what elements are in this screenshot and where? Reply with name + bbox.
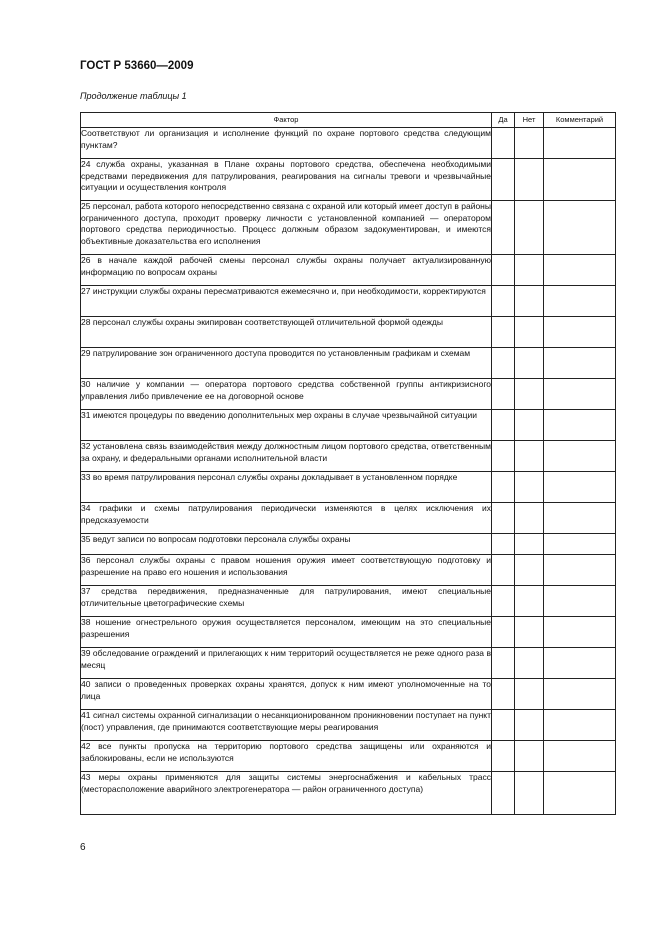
column-header-comment: Комментарий (544, 113, 616, 128)
no-cell[interactable] (515, 710, 544, 741)
factor-cell: 43 меры охраны применяются для защиты системы энергоснабжения и кабельных трасс (месторасположение аварийного электрогенератора — район ограниченного доступа) (81, 772, 492, 815)
comment-cell[interactable] (544, 710, 616, 741)
yes-cell[interactable] (492, 741, 515, 772)
factor-cell: 41 сигнал системы охранной сигнализации о несанкционированном проникновении поступает на пункт (пост) управления, где принимаются соответствующие меры реагирования (81, 710, 492, 741)
table-row (81, 648, 616, 679)
factor-cell: 40 записи о проведенных проверках охраны хранятся, допуск к ним имеют уполномоченные на то лица (81, 679, 492, 710)
comment-cell[interactable] (544, 410, 616, 441)
comment-cell[interactable] (544, 201, 616, 255)
table-row (81, 503, 616, 534)
yes-cell[interactable] (492, 617, 515, 648)
factors-table (80, 112, 616, 815)
factor-cell: 33 во время патрулирования персонал службы охраны докладывает в установленном порядке (81, 472, 492, 503)
no-cell[interactable] (515, 379, 544, 410)
factor-cell: 32 установлена связь взаимодействия между должностным лицом портового средства, ответственным за охрану, и федеральными органами исполнительной власти (81, 441, 492, 472)
no-cell[interactable] (515, 348, 544, 379)
factor-cell: 25 персонал, работа которого непосредственно связана с охраной или который имеет доступ в районы ограниченного доступа, проходит проверку личности с установленной компанией — оператором портового средства периодичностью. Процесс должным образом задокументирован, и имеются объективные доказательства его исполнения (81, 201, 492, 255)
comment-cell[interactable] (544, 772, 616, 815)
column-header-no: Нет (515, 113, 544, 128)
yes-cell[interactable] (492, 648, 515, 679)
yes-cell[interactable] (492, 348, 515, 379)
table-row (81, 379, 616, 410)
comment-cell[interactable] (544, 128, 616, 159)
no-cell[interactable] (515, 555, 544, 586)
comment-cell[interactable] (544, 348, 616, 379)
table-row (81, 128, 616, 159)
table-row (81, 286, 616, 317)
factor-cell: 31 имеются процедуры по введению дополнительных мер охраны в случае чрезвычайной ситуации (81, 410, 492, 441)
table-row (81, 586, 616, 617)
page-number: 6 (80, 842, 86, 853)
yes-cell[interactable] (492, 679, 515, 710)
comment-cell[interactable] (544, 648, 616, 679)
comment-cell[interactable] (544, 617, 616, 648)
yes-cell[interactable] (492, 159, 515, 201)
yes-cell[interactable] (492, 710, 515, 741)
factor-cell: 34 графики и схемы патрулирования периодически изменяются в целях исключения их предсказуемости (81, 503, 492, 534)
yes-cell[interactable] (492, 410, 515, 441)
comment-cell[interactable] (544, 586, 616, 617)
yes-cell[interactable] (492, 379, 515, 410)
factor-cell: 36 персонал службы охраны с правом ношения оружия имеет соответствующую подготовку и разрешение на право его ношения и использования (81, 555, 492, 586)
no-cell[interactable] (515, 472, 544, 503)
factor-cell: 42 все пункты пропуска на территорию портового средства защищены или охраняются и заблокированы, если не используются (81, 741, 492, 772)
yes-cell[interactable] (492, 441, 515, 472)
yes-cell[interactable] (492, 317, 515, 348)
comment-cell[interactable] (544, 255, 616, 286)
yes-cell[interactable] (492, 534, 515, 555)
table-continuation-label: Продолжение таблицы 1 (80, 91, 187, 101)
no-cell[interactable] (515, 586, 544, 617)
column-header-factor: Фактор (81, 113, 492, 128)
table-row (81, 201, 616, 255)
table-header-row (81, 113, 616, 128)
yes-cell[interactable] (492, 128, 515, 159)
factor-cell: 38 ношение огнестрельного оружия осуществляется персоналом, имеющим на это специальные разрешения (81, 617, 492, 648)
table-row (81, 159, 616, 201)
comment-cell[interactable] (544, 741, 616, 772)
table-row (81, 441, 616, 472)
no-cell[interactable] (515, 317, 544, 348)
comment-cell[interactable] (544, 555, 616, 586)
table-row (81, 472, 616, 503)
no-cell[interactable] (515, 201, 544, 255)
no-cell[interactable] (515, 772, 544, 815)
table-row (81, 741, 616, 772)
no-cell[interactable] (515, 503, 544, 534)
no-cell[interactable] (515, 534, 544, 555)
comment-cell[interactable] (544, 286, 616, 317)
table-row (81, 772, 616, 815)
yes-cell[interactable] (492, 472, 515, 503)
comment-cell[interactable] (544, 317, 616, 348)
comment-cell[interactable] (544, 441, 616, 472)
table-row (81, 255, 616, 286)
column-header-yes: Да (492, 113, 515, 128)
comment-cell[interactable] (544, 472, 616, 503)
no-cell[interactable] (515, 255, 544, 286)
comment-cell[interactable] (544, 679, 616, 710)
comment-cell[interactable] (544, 159, 616, 201)
comment-cell[interactable] (544, 503, 616, 534)
factor-cell: 39 обследование ограждений и прилегающих к ним территорий осуществляется не реже одного раза в месяц (81, 648, 492, 679)
factor-cell: 29 патрулирование зон ограниченного доступа проводится по установленным графикам и схемам (81, 348, 492, 379)
table-row (81, 617, 616, 648)
no-cell[interactable] (515, 286, 544, 317)
factor-cell: 26 в начале каждой рабочей смены персонал службы охраны получает актуализированную информацию по вопросам охраны (81, 255, 492, 286)
yes-cell[interactable] (492, 772, 515, 815)
no-cell[interactable] (515, 679, 544, 710)
no-cell[interactable] (515, 648, 544, 679)
table-row (81, 534, 616, 555)
factor-cell: Соответствуют ли организация и исполнение функций по охране портового средства следующим пунктам? (81, 128, 492, 159)
factor-cell: 30 наличие у компании — оператора портового средства собственной группы антикризисного управления либо привлечение ее на договорной основе (81, 379, 492, 410)
factor-cell: 27 инструкции службы охраны пересматриваются ежемесячно и, при необходимости, корректируются (81, 286, 492, 317)
standard-title: ГОСТ Р 53660—2009 (80, 60, 194, 72)
no-cell[interactable] (515, 410, 544, 441)
no-cell[interactable] (515, 741, 544, 772)
table-row (81, 348, 616, 379)
comment-cell[interactable] (544, 534, 616, 555)
yes-cell[interactable] (492, 286, 515, 317)
table-row (81, 679, 616, 710)
yes-cell[interactable] (492, 201, 515, 255)
table-row (81, 410, 616, 441)
table-row (81, 317, 616, 348)
no-cell[interactable] (515, 441, 544, 472)
no-cell[interactable] (515, 617, 544, 648)
factor-cell: 37 средства передвижения, предназначенные для патрулирования, имеют специальные отличительные цветографические схемы (81, 586, 492, 617)
yes-cell[interactable] (492, 503, 515, 534)
table-row (81, 710, 616, 741)
factor-cell: 35 ведут записи по вопросам подготовки персонала службы охраны (81, 534, 492, 555)
factor-cell: 28 персонал службы охраны экипирован соответствующей отличительной формой одежды (81, 317, 492, 348)
no-cell[interactable] (515, 159, 544, 201)
yes-cell[interactable] (492, 586, 515, 617)
comment-cell[interactable] (544, 379, 616, 410)
yes-cell[interactable] (492, 555, 515, 586)
no-cell[interactable] (515, 128, 544, 159)
table-row (81, 555, 616, 586)
factor-cell: 24 служба охраны, указанная в Плане охраны портового средства, обеспечена необходимыми средствами передвижения для патрулирования, реагирования на сигналы тревоги и чрезвычайные ситуации и осуществления контроля (81, 159, 492, 201)
yes-cell[interactable] (492, 255, 515, 286)
